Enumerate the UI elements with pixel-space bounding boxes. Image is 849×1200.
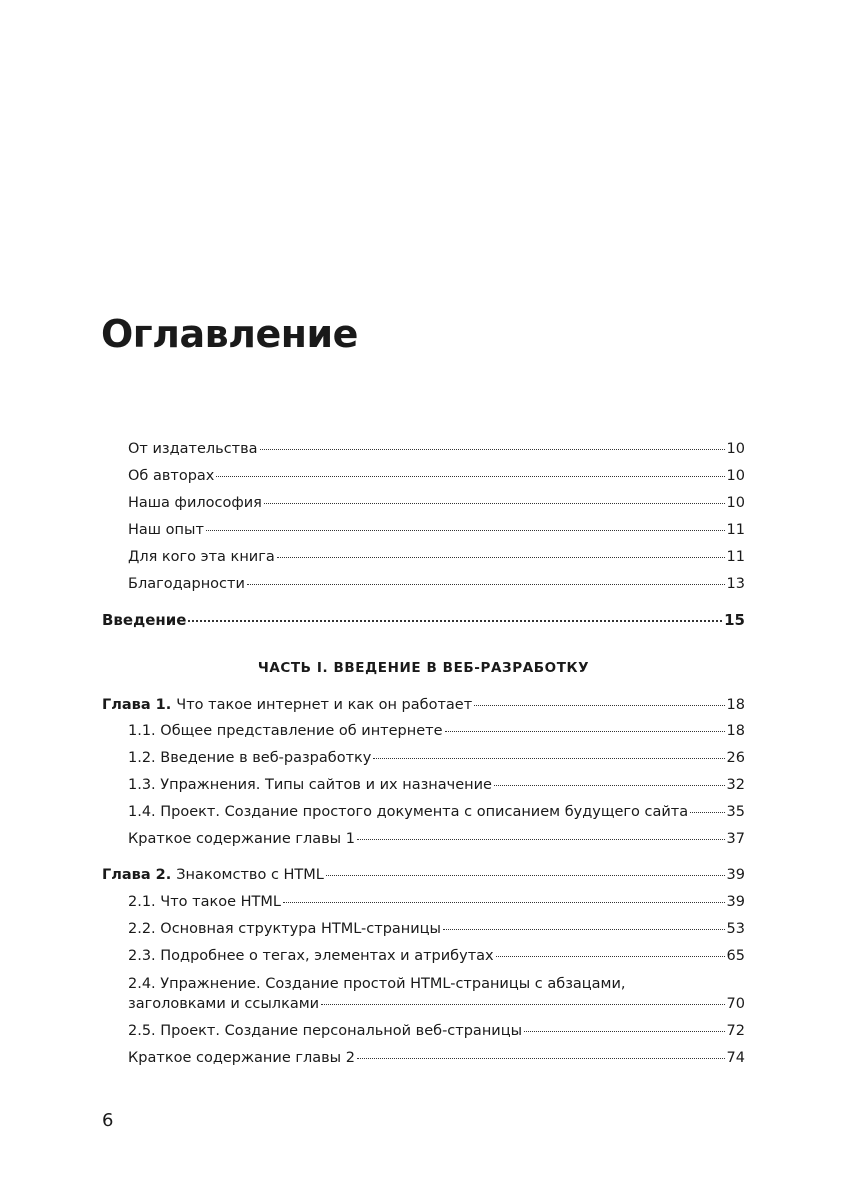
leader-dots <box>326 875 725 876</box>
entry-page: 10 <box>726 468 745 484</box>
toc-entry <box>128 548 745 566</box>
toc-entry-line1: 2.4. Упражнение. Создание простой HTML-страницы с абзацами, <box>128 976 626 992</box>
leader-dots <box>357 1058 725 1059</box>
entry-page: 10 <box>726 495 745 511</box>
entry-text: Краткое содержание главы 1 <box>128 831 355 847</box>
leader-dots <box>260 449 725 450</box>
entry-text: 2.5. Проект. Создание персональной веб-страницы <box>128 1023 523 1039</box>
leader-dots <box>357 839 725 840</box>
leader-dots <box>524 1031 725 1032</box>
entry-text: 2.2. Основная структура HTML-страницы <box>128 921 442 937</box>
entry-page: 15 <box>724 611 745 629</box>
toc-title: Оглавление <box>101 312 358 356</box>
part-heading: ЧАСТЬ I. ВВЕДЕНИЕ В ВЕБ-РАЗРАБОТКУ <box>257 660 590 676</box>
toc-entry <box>128 893 745 911</box>
entry-page: 35 <box>726 804 745 820</box>
leader-dots <box>247 584 725 585</box>
entry-page: 39 <box>726 894 745 910</box>
entry-text: От издательства <box>128 441 258 457</box>
leader-dots <box>496 956 725 957</box>
entry-page: 18 <box>726 697 745 713</box>
entry-page: 70 <box>726 996 745 1012</box>
toc-entry <box>128 995 745 1013</box>
entry-page: 72 <box>726 1023 745 1039</box>
toc-entry <box>128 1022 745 1040</box>
toc-entry <box>128 575 745 593</box>
toc-entry <box>128 830 745 848</box>
leader-dots <box>277 557 725 558</box>
entry-page: 32 <box>726 777 745 793</box>
entry-page: 11 <box>726 522 745 538</box>
entry-text: 2.3. Подробнее о тегах, элементах и атрибутах <box>128 948 494 964</box>
leader-dots <box>321 1004 724 1005</box>
entry-page: 18 <box>726 723 745 739</box>
entry-text: Благодарности <box>128 576 245 592</box>
leader-dots <box>445 731 725 732</box>
entry-text: 1.1. Общее представление об интернете <box>128 723 443 739</box>
entry-text: Для кого эта книга <box>128 549 275 565</box>
leader-dots <box>373 758 724 759</box>
entry-page: 65 <box>726 948 745 964</box>
entry-text: 2.1. Что такое HTML <box>128 894 281 910</box>
leader-dots <box>206 530 725 531</box>
leader-dots <box>494 785 725 786</box>
entry-page: 11 <box>726 549 745 565</box>
toc-entry <box>128 947 745 965</box>
leader-dots <box>443 929 725 930</box>
entry-page: 39 <box>726 867 745 883</box>
entry-text: Об авторах <box>128 468 215 484</box>
toc-entry <box>128 1049 745 1067</box>
leader-dots <box>690 812 724 813</box>
toc-entry <box>128 749 745 767</box>
entry-page: 26 <box>726 750 745 766</box>
chapter-entry <box>102 696 745 714</box>
leader-dots <box>264 503 725 504</box>
page-number: 6 <box>102 1110 114 1131</box>
toc-entry <box>128 521 745 539</box>
chapter-label: Глава 1. <box>102 697 172 713</box>
entry-text: Наша философия <box>128 495 262 511</box>
entry-text: 1.2. Введение в веб-разработку <box>128 750 372 766</box>
leader-dots <box>474 705 724 706</box>
leader-dots <box>283 902 725 903</box>
entry-text: Наш опыт <box>128 522 204 538</box>
chapter-entry <box>102 866 745 884</box>
chapter-label: Глава 2. <box>102 867 172 883</box>
toc-entry <box>128 494 745 512</box>
toc-entry <box>128 920 745 938</box>
toc-entry <box>128 467 745 485</box>
toc-entry <box>128 776 745 794</box>
entry-page: 37 <box>726 831 745 847</box>
toc-entry <box>128 440 745 458</box>
entry-text: Знакомство с HTML <box>176 867 324 883</box>
entry-page: 53 <box>726 921 745 937</box>
entry-text: 1.4. Проект. Создание простого документа с описанием будущего сайта <box>128 804 689 820</box>
leader-dots <box>216 476 724 477</box>
entry-text: Что такое интернет и как он работает <box>176 697 473 713</box>
entry-text: заголовками и ссылками <box>128 996 320 1012</box>
leader-dots <box>188 620 722 622</box>
entry-text: Краткое содержание главы 2 <box>128 1050 355 1066</box>
toc-entry-intro <box>102 611 745 629</box>
toc-entry <box>128 722 745 740</box>
entry-page: 10 <box>726 441 745 457</box>
toc-entry <box>128 803 745 821</box>
entry-text: 1.3. Упражнения. Типы сайтов и их назначение <box>128 777 492 793</box>
entry-page: 74 <box>726 1050 745 1066</box>
entry-page: 13 <box>726 576 745 592</box>
entry-text: Введение <box>102 611 187 629</box>
